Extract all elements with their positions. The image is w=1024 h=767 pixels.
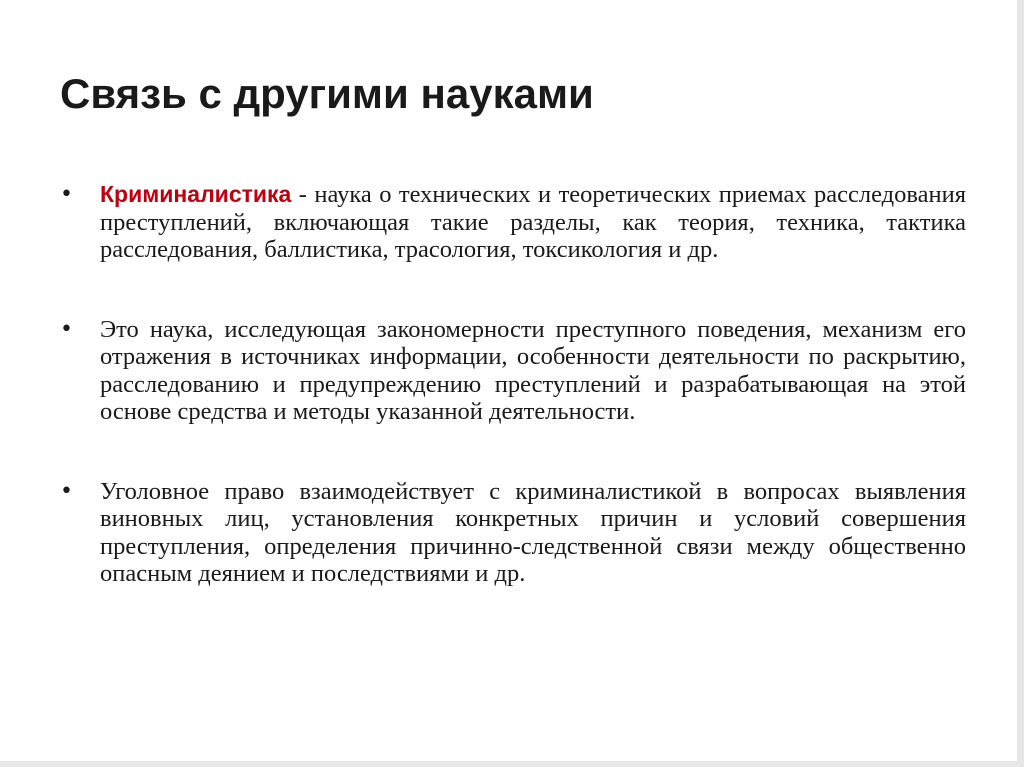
bullet-item-criminal-law (60, 478, 966, 588)
slide-frame-bottom (0, 761, 1024, 767)
slide-title: Связь с другими науками (60, 70, 594, 117)
bullet-text: Уголовное право взаимодействует с криминалистикой в вопросах выявления виновных лиц, установления конкретных причин и условий совершения преступления, определения причинно-следственной связи между общественно опасным деянием и последствиями и др. (100, 477, 966, 587)
bullet-list (60, 181, 966, 588)
term-criminalistics: Криминалистика (100, 181, 292, 207)
bullet-text: - наука о технических и теоретических приемах расследования преступлений, включающая такие разделы, как теория, техника, тактика расследования, баллистика, трасология, токсикология и др. (100, 181, 966, 263)
bullet-item-criminalistics (60, 181, 966, 264)
bullet-item-science-definition (60, 316, 966, 426)
bullet-marker: • (60, 478, 73, 504)
slide-frame-right (1017, 0, 1024, 767)
bullet-text: Это наука, исследующая закономерности преступного поведения, механизм его отражения в источниках информации, особенности деятельности по раскрытию, расследованию и предупреждению преступлений и разрабатывающая на этой основе средства и методы указанной деятельности. (100, 315, 966, 425)
bullet-marker: • (60, 316, 73, 342)
bullet-marker: • (60, 182, 73, 207)
